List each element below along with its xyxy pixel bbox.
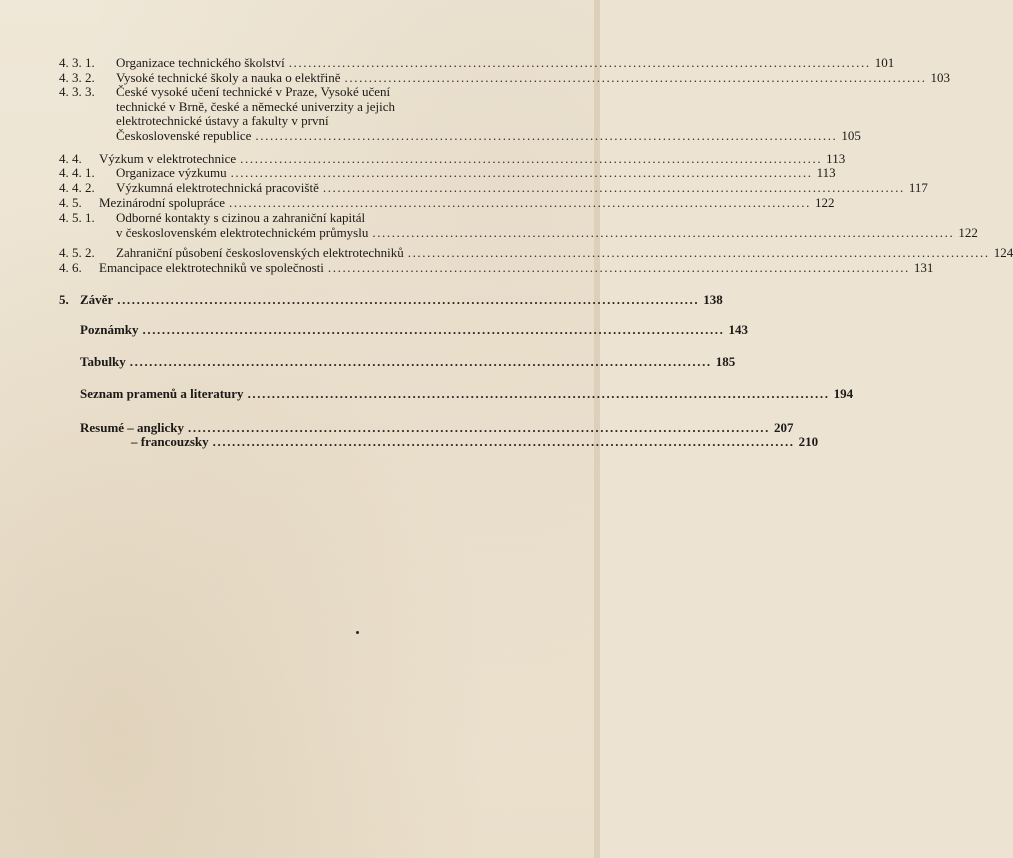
toc-entry-number: 4. 4. 2. [59,180,95,195]
dot-leader: ........................................................................................................................ [117,292,700,307]
toc-entry-title: Mezinárodní spolupráce [99,195,225,210]
toc-entry-line [116,245,1013,261]
toc-entry-number: 4. 3. 1. [59,55,95,70]
toc-entry-title-line: technické v Brně, české a německé univerzity a jejich [116,98,396,114]
toc-entry-number: 4. 5. 2. [59,245,95,260]
toc-entry-page-number: 131 [913,260,934,275]
toc-entry-page-number: 210 [798,434,819,449]
dot-leader: ........................................................................................................................ [255,127,838,143]
toc-entry-title: Výzkumná elektrotechnická pracoviště [116,180,319,195]
dot-leader: ........................................................................................................................ [228,195,811,210]
toc-entry-line [116,224,978,241]
toc-entry-title-line: Odborné kontakty s cizinou a zahraniční kapitál [116,210,366,225]
dot-leader: ........................................................................................................................ [240,151,823,166]
toc-entry-line [80,292,723,308]
toc-entry-number: 4. 3. 3. [59,84,95,99]
toc-entry-page-number: 117 [908,180,928,195]
toc-entry-title: Zahraniční působení československých elektrotechniků [116,245,404,260]
toc-entry-page-number: 122 [958,224,978,240]
toc-entry-page-number: 143 [728,322,748,337]
toc-entry-number: 5. [59,292,69,307]
toc-entry-title: Resumé – anglicky [80,420,184,435]
toc-entry-title: Poznámky [80,322,139,337]
toc-entry-line [80,386,854,402]
toc-entry-title: – francouzsky [131,434,209,449]
paper-speck [356,631,359,634]
toc-entry-page-number: 105 [841,127,861,143]
toc-entry-number: 4. 3. 2. [59,70,95,85]
toc-entry-title: v československém elektrotechnickém průmyslu [116,224,369,240]
toc-entry-line [116,127,861,144]
toc-entry-page-number: 124 [993,245,1013,260]
toc-entry-title: Závěr [80,292,114,307]
toc-entry-number: 4. 6. [59,260,82,275]
toc-entry-line [80,354,736,370]
dot-leader: ........................................................................................................................ [247,386,830,401]
dot-leader: ........................................................................................................................ [344,70,927,85]
toc-entry-title: Vysoké technické školy a nauka o elektřině [116,70,341,85]
dot-leader: ........................................................................................................................ [142,322,725,337]
toc-entry-line [99,195,835,211]
toc-entry-title-line: České vysoké učení technické v Praze, Vysoké učení [116,84,391,99]
toc-entry-number: 4. 4. 1. [59,165,95,180]
dot-leader: ........................................................................................................................ [288,55,871,70]
toc-entry-title: Seznam pramenů a literatury [80,386,244,401]
toc-entry-page-number: 122 [814,195,835,210]
toc-entry-page-number: 101 [874,55,895,70]
toc-entry-number: 4. 5. 1. [59,210,95,225]
toc-entry-line [80,322,748,338]
toc-entry-title: Výzkum v elektrotechnice [99,151,237,166]
toc-entry-title: Organizace výzkumu [116,165,227,180]
dot-leader: ........................................................................................................................ [188,420,770,435]
toc-entry-page-number: 194 [833,386,854,401]
toc-entry-line [131,434,819,450]
toc-entry-line [99,260,934,276]
toc-entry-line [116,165,836,181]
toc-entry-page-number: 113 [826,151,846,166]
toc-entry-title: Československé republice [116,127,252,143]
dot-leader: ........................................................................................................................ [129,354,712,369]
toc-entry-page-number: 185 [715,354,736,369]
toc-entry-title-line: elektrotechnické ústavy a fakulty v první [116,113,329,129]
toc-entry-page-number: 207 [774,420,794,435]
dot-leader: ........................................................................................................................ [407,245,990,260]
dot-leader: ........................................................................................................................ [322,180,905,195]
dot-leader: ........................................................................................................................ [372,224,955,240]
toc-entry-title: Organizace technického školství [116,55,285,70]
toc-entry-page-number: 103 [930,70,951,85]
toc-entry-page-number: 113 [816,165,836,180]
toc-entry-number: 4. 5. [59,195,82,210]
toc-entry-line [116,180,928,196]
dot-leader: ........................................................................................................................ [230,165,813,180]
dot-leader: ........................................................................................................................ [212,434,795,449]
dot-leader: ........................................................................................................................ [327,260,910,275]
toc-entry-page-number: 138 [703,292,723,307]
toc-entry-title: Emancipace elektrotechniků ve společnosti [99,260,324,275]
toc-entry-title: Tabulky [80,354,126,369]
toc-entry-number: 4. 4. [59,151,82,166]
toc-entry-line [116,55,895,71]
